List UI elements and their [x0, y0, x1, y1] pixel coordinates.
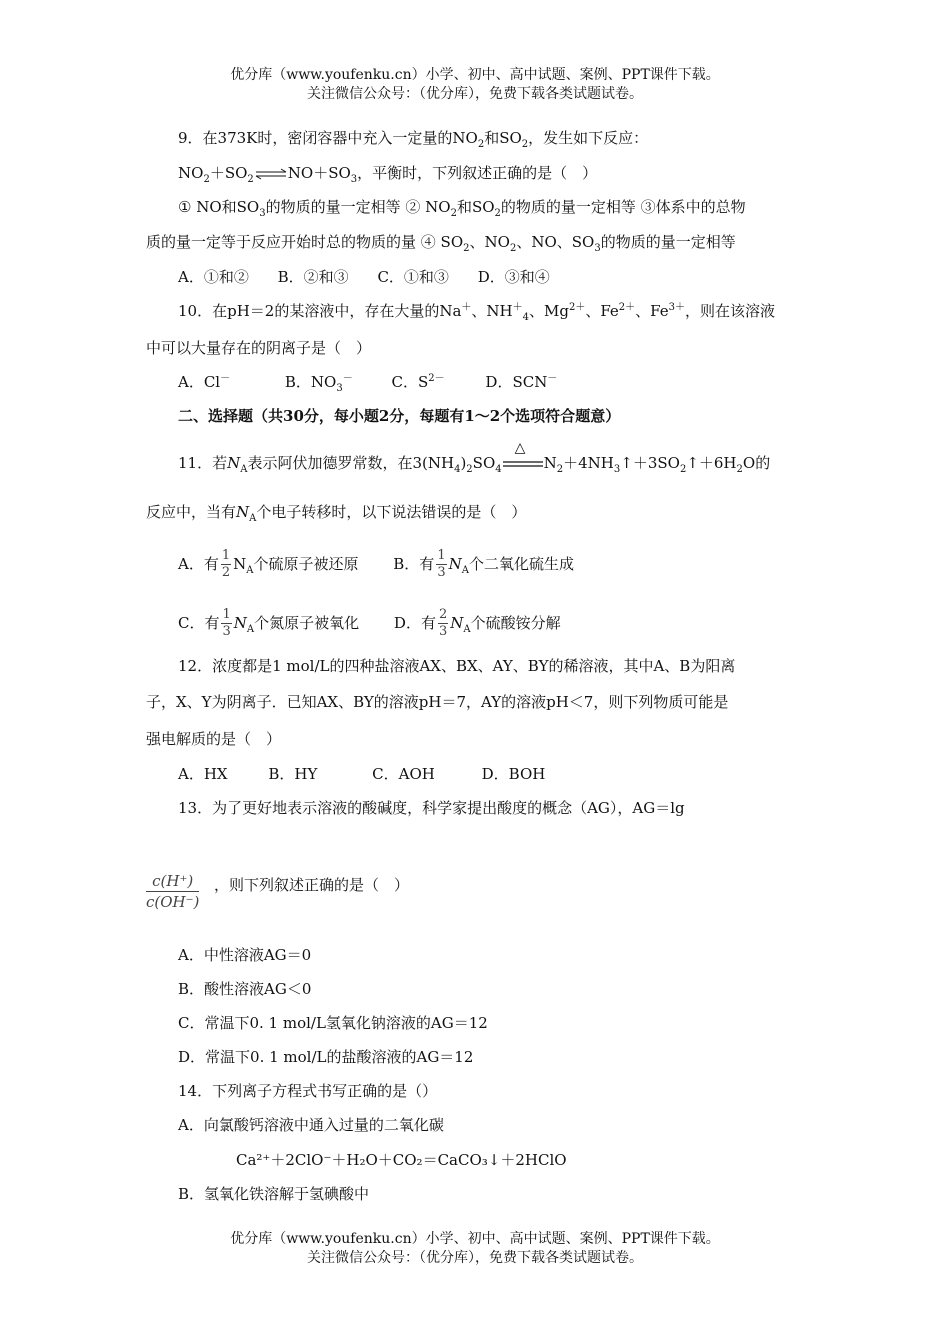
section-2-title: 二、选择题（共30分，每小题2分，每题有1～2个选项符合题意）	[178, 407, 621, 425]
q10-option-c[interactable]: C．$S^{2-}$	[391, 373, 445, 391]
equilibrium-arrow-icon	[254, 168, 288, 180]
q9-options	[178, 267, 550, 287]
q12-option-c[interactable]: C．AOH	[372, 765, 435, 783]
q10-option-d[interactable]: D．SCN－	[485, 373, 558, 391]
q9-option-a[interactable]: A．①和②	[178, 268, 249, 286]
q9-option-b[interactable]: B．②和③	[277, 268, 349, 286]
q10-option-a[interactable]: A．Cl－	[178, 373, 231, 391]
footer-line-2: 关注微信公众号：（优分库），免费下载各类试题试卷。	[307, 1250, 643, 1266]
q14-stem: 14．下列离子方程式书写正确的是（）	[178, 1082, 438, 1100]
q12-stem-3: 强电解质的是（ ）	[146, 730, 282, 748]
q9-option-c[interactable]: C．①和③	[377, 268, 449, 286]
q11-options-cd	[178, 607, 561, 640]
q12-option-d[interactable]: D．BOH	[481, 765, 546, 783]
q10-options	[178, 372, 557, 392]
q9-statements-1: ① NO和$SO_3$的物质的量一定相等 ② $NO_2$和$SO_2$的物质的量一定相等 ③体系中的总物	[178, 198, 746, 219]
q11-option-b[interactable]: B．有 $\frac{1}{3}$ $N_A$个二氧化硫生成	[393, 548, 574, 580]
q14-option-b[interactable]: B．氢氧化铁溶解于氢碘酸中	[178, 1185, 370, 1203]
heat-equals-sign: △	[514, 440, 526, 456]
q12-stem-2: 子，X、Y为阴离子．已知AX、BY的溶液pH＝7，AY的溶液pH＜7，则下列物质可能是	[146, 693, 729, 711]
q9-option-d[interactable]: D．③和④	[477, 268, 550, 286]
q9-equation: $NO_2+SO_2$ $NO+SO_3$，平衡时，下列叙述正确的是（ ）	[178, 164, 598, 185]
header-line-1: 优分库（www.youfenku.cn）小学、初中、高中试题、案例、PPT课件下载。	[230, 67, 720, 83]
q11-option-c[interactable]: C．有 $\frac{1}{3}$ $N_A$个氮原子被氧化	[178, 607, 360, 639]
q12-options	[178, 764, 545, 784]
q13-option-d[interactable]: D．常温下0. 1 mol/L的盐酸溶液的AG＝12	[178, 1048, 474, 1066]
q12-stem-1: 12．浓度都是1 mol/L的四种盐溶液AX、BX、AY、BY的稀溶液，其中A、B为阳离	[178, 657, 736, 675]
q9-statements-2: 质的量一定等于反应开始时总的物质的量 ④ $SO_2$、$NO_2$、NO、$SO_3$的物质的量一定相等	[146, 233, 736, 254]
q10-stem-1: 10．在pH＝2的某溶液中，存在大量的Na＋、$NH^+_4$、$Mg^{2+}$、$Fe^{2+}$、$Fe^{3+}$，则在该溶液	[178, 302, 776, 323]
q10-option-b[interactable]: B．$NO_3^-$	[284, 373, 353, 394]
q11-stem-2: 反应中，当有$N_A$个电子转移时，以下说法错误的是（ ）	[146, 503, 527, 524]
q12-option-b[interactable]: B．HY	[268, 765, 318, 783]
ag-fraction: c(H⁺) c(OH⁻)	[146, 872, 200, 911]
q12-option-a[interactable]: A．HX	[178, 765, 228, 783]
q11-stem-1: 11．若$N_A$表示阿伏加德罗常数，在$3(NH_4)_2SO_4$ △ $N_2+4NH_3↑+3SO_2↑+6H_2O$的	[178, 440, 771, 475]
q11-options-ab	[178, 548, 574, 581]
q13-option-c[interactable]: C．常温下0. 1 mol/L氢氧化钠溶液的AG＝12	[178, 1014, 488, 1032]
footer-line-1: 优分库（www.youfenku.cn）小学、初中、高中试题、案例、PPT课件下载。	[230, 1231, 720, 1247]
q14-equation-a: Ca²⁺＋2ClO⁻＋H₂O＋CO₂＝CaCO₃↓＋2HClO	[236, 1151, 567, 1169]
q13-stem-2: ，则下列叙述正确的是（ ）	[214, 876, 410, 894]
q14-option-a[interactable]: A．向氯酸钙溶液中通入过量的二氧化碳	[178, 1116, 444, 1134]
q10-stem-2: 中可以大量存在的阴离子是（ ）	[146, 339, 372, 357]
q13-stem-1: 13．为了更好地表示溶液的酸碱度，科学家提出酸度的概念（AG），AG＝lg	[178, 799, 685, 817]
q13-option-a[interactable]: A．中性溶液AG＝0	[178, 946, 312, 964]
q11-option-d[interactable]: D．有 $\frac{2}{3}$ $N_A$个硫酸铵分解	[393, 607, 561, 639]
q11-option-a[interactable]: A．有 $\frac{1}{2}$ $N_A$个硫原子被还原	[178, 548, 359, 580]
q9-stem: 9．在373K时，密闭容器中充入一定量的$NO_2$和$SO_2$，发生如下反应：	[178, 129, 649, 150]
q13-option-b[interactable]: B．酸性溶液AG＜0	[178, 980, 312, 998]
header-line-2: 关注微信公众号：（优分库），免费下载各类试题试卷。	[307, 86, 643, 102]
